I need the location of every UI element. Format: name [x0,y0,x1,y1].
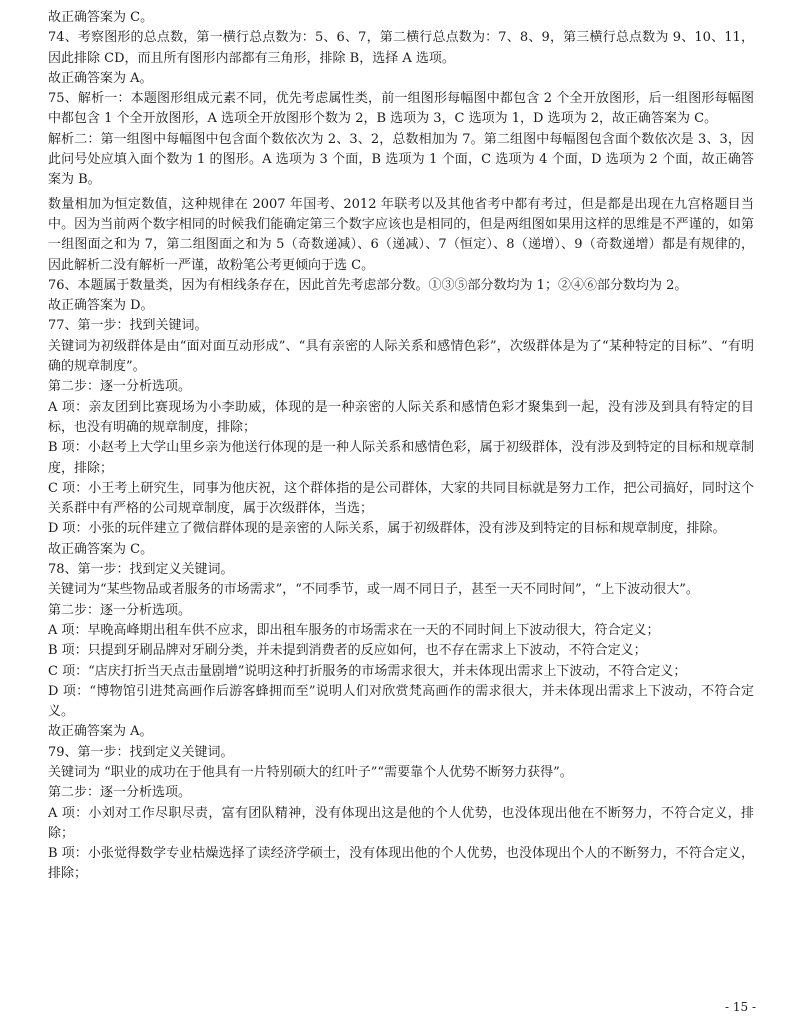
paragraph-q77-option-d: D 项：小张的玩伴建立了微信群体现的是亲密的人际关系，属于初级群体，没有涉及到特定的目标和规章制度，排除。 [48,521,726,537]
page-number: - 15 - [724,999,756,1014]
paragraph-answer-76: 故正确答案为 D。 [48,298,154,314]
paragraph-q77-keywords: 关键词为初级群体是由“面对面互动形成”、“具有亲密的人际关系和感情色彩”，次级群体是为了“某种特定的目标”、“有明确的规章制度”。 [48,338,754,375]
paragraph-answer-78: 故正确答案为 A。 [48,724,153,740]
paragraph-q77-option-c: C 项：小王考上研究生，同事为他庆祝，这个群体指的是公司群体，大家的共同目标就是努力工作，把公司搞好，同时这个关系群中有严格的公司规章制度，属于次级群体，当选； [48,480,754,517]
paragraph-q78-option-b: B 项：只提到牙刷品牌对牙刷分类，并未提到消费者的反应如何，也不存在需求上下波动，不符合定义； [48,643,647,659]
paragraph-q77-step1: 77、第一步：找到关键词。 [48,318,208,334]
paragraph-q75-analysis-2: 解析二：第一组图中每幅图中包含面个数依次为 2、3、2，总数相加为 7。第二组图中每幅图包含面个数依次是 3、3，因此问号处应填入面个数为 1 的图形。A 选项为 3 个面，B 选项为 1 个面，C 选项为 4 个面，D 选项为 2 个面，故正确答案为 B。 [48,131,754,188]
paragraph-q78-option-c: C 项：“店庆打折当天点击量剧增”说明这种打折服务的市场需求很大，并未体现出需求上下波动，不符合定义； [48,663,687,679]
paragraph-answer-74: 故正确答案为 A。 [48,70,153,86]
paragraph-q74: 74、考察图形的总点数，第一横行总点数为：5、6、7，第二横行总点数为：7、8、9，第三横行总点数为 9、10、11，因此排除 CD，而且所有图形内部都有三角形，排除 B，选择 A 选项。 [48,30,754,66]
paragraph-q77-option-a: A 项：亲友团到比赛现场为小李助威，体现的是一种亲密的人际关系和感情色彩才聚集到一起，没有涉及到具有特定的目标，也没有明确的规章制度，排除； [48,399,754,435]
paragraph-q75-note: 数量相加为恒定数值，这种规律在 2007 年国考、2012 年联考以及其他省考中都有考过，但是都是出现在九宫格题目当中。因为当前两个数字相同的时候我们能确定第三个数字应该也是相同的，但是两组图如果用这样的思维是不严谨的，如第一组图面之和为 7，第二组图面之和为 5（奇数递减）、6（递减）、7（恒定）、8（递增）、9（奇数递增）都是有规律的，因此解析二没有解析一严谨，故粉笔公考更倾向于选 C。 [48,196,754,273]
paragraph-q75-analysis-1: 75、解析一：本题图形组成元素不同，优先考虑属性类，前一组图形每幅图中都包含 2 个全开放图形，后一组图形每幅图中都包含 1 个全开放图形，A 选项全开放图形个数为 2，B 选项为 3，C 选项为 1，D 选项为 2，故正确答案为 C。 [48,91,754,127]
paragraph-q79-step2: 第二步：逐一分析选项。 [48,785,192,801]
paragraph-q78-keywords: 关键词为“某些物品或者服务的市场需求”，“不同季节，或一周不同日子，甚至一天不同时间”，“上下波动很大”。 [48,582,699,598]
paragraph-q78-step1: 78、第一步：找到定义关键词。 [48,562,234,578]
paragraph-answer-73: 故正确答案为 C。 [48,10,154,25]
paragraph-q77-step2: 第二步：逐一分析选项。 [48,379,192,395]
paragraph-q79-option-a: A 项：小刘对工作尽职尽责，富有团队精神，没有体现出这是他的个人优势，也没体现出他在不断努力，不符合定义，排除； [48,805,754,841]
paragraph-q78-step2: 第二步：逐一分析选项。 [48,602,192,618]
answer-explanation-text [48,8,754,885]
paragraph-q79-option-b: B 项：小张觉得数学专业枯燥选择了读经济学硕士，没有体现出他的个人优势，也没体现出个人的不断努力，不符合定义，排除； [48,846,754,882]
paragraph-q79-step1: 79、第一步：找到定义关键词。 [48,744,234,760]
paragraph-q79-keywords: 关键词为 “职业的成功在于他具有一片特别硕大的红叶子”“需要靠个人优势不断努力获得”。 [48,764,573,780]
paragraph-q77-option-b: B 项：小赵考上大学山里乡亲为他送行体现的是一种人际关系和感情色彩，属于初级群体，没有涉及到特定的目标和规章制度，排除； [48,440,754,476]
paragraph-answer-77: 故正确答案为 C。 [48,541,154,557]
paragraph-q78-option-a: A 项：早晚高峰期出租车供不应求，即出租车服务的市场需求在一天的不同时间上下波动很大，符合定义； [48,622,660,638]
paragraph-q78-option-d: D 项：“博物馆引进梵高画作后游客蜂拥而至”说明人们对欣赏梵高画作的需求很大，并未体现出需求上下波动，不符合定义。 [48,683,754,720]
paragraph-q76: 76、本题属于数量类，因为有相线条存在，因此首先考虑部分数。①③⑤部分数均为 1；②④⑥部分数均为 2。 [48,277,688,293]
